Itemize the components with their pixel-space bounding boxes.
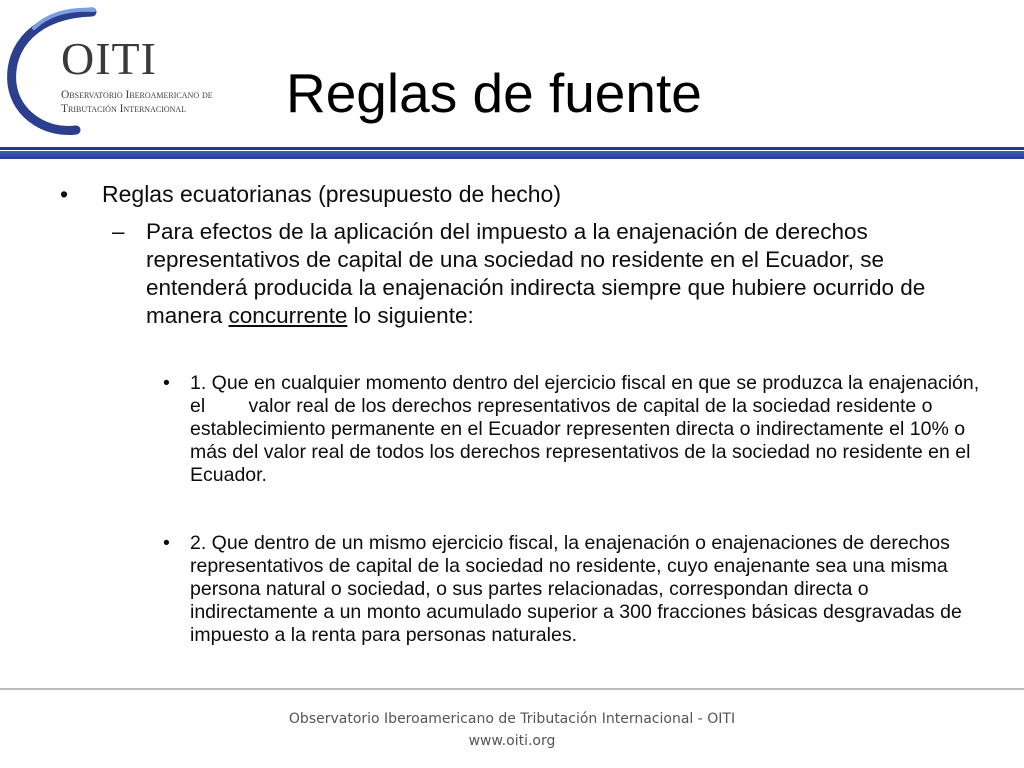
footer-divider bbox=[0, 688, 1024, 690]
bullet-dot-icon: • bbox=[60, 181, 69, 207]
point-2-text: 2. Que dentro de un mismo ejercicio fiscal, la enajenación o enajenaciones de derechos representativos de capital de la sociedad no residente, cuyo enajenante sea una misma persona natural o sociedad, o sus partes relacionadas, correspondan directa o indirectamente a un monto acumulado superior a 300 fracciones básicas desgravadas de impuesto a la renta para personas naturales. bbox=[190, 532, 962, 646]
oiti-logo bbox=[6, 6, 246, 136]
underlined-term: concurrente bbox=[228, 303, 348, 328]
bullet-level2 bbox=[112, 218, 956, 330]
dash-icon: – bbox=[112, 219, 125, 244]
bullet-dot-icon: • bbox=[163, 372, 170, 394]
bullet-level3-point-2 bbox=[163, 532, 980, 647]
title-divider-thick bbox=[0, 151, 1024, 159]
logo-subtitle-line1: Observatorio Iberoamericano de bbox=[61, 89, 213, 101]
bullet-level1 bbox=[60, 180, 982, 208]
footer bbox=[0, 708, 1024, 752]
footer-website: www.oiti.org bbox=[468, 733, 556, 749]
bullet-level3-point-1 bbox=[163, 372, 985, 487]
point-1-text: 1. Que en cualquier momento dentro del ejercicio fiscal en que se produzca la enajenación, el valor real de los derechos representativos de capital de la sociedad residente o establecimiento permanente en el Ecuador representen directa o indirectamente el 10% o más del valor real de todos los derechos representativos de la sociedad no residente en el Ecuador. bbox=[190, 372, 985, 486]
footer-org-name: Observatorio Iberoamericano de Tributación Internacional - OITI bbox=[288, 711, 736, 727]
bullet-level1-text: Reglas ecuatorianas (presupuesto de hecho) bbox=[102, 181, 562, 207]
bullet-dot-icon: • bbox=[163, 532, 170, 554]
title-divider-thin bbox=[0, 147, 1024, 150]
slide-title: Reglas de fuente bbox=[286, 62, 702, 124]
logo-wordmark: OITI bbox=[61, 33, 157, 84]
bullet-level2-text-after: lo siguiente: bbox=[347, 303, 474, 328]
logo-subtitle-line2: Tributación Internacional bbox=[61, 103, 187, 115]
bullet-level2-text-before: Para efectos de la aplicación del impuesto a la enajenación de derechos representativos de capital de una sociedad no residente en el Ecuador, se entenderá producida la enajenación indirecta siempre que hubiere ocurrido de manera bbox=[146, 219, 926, 328]
